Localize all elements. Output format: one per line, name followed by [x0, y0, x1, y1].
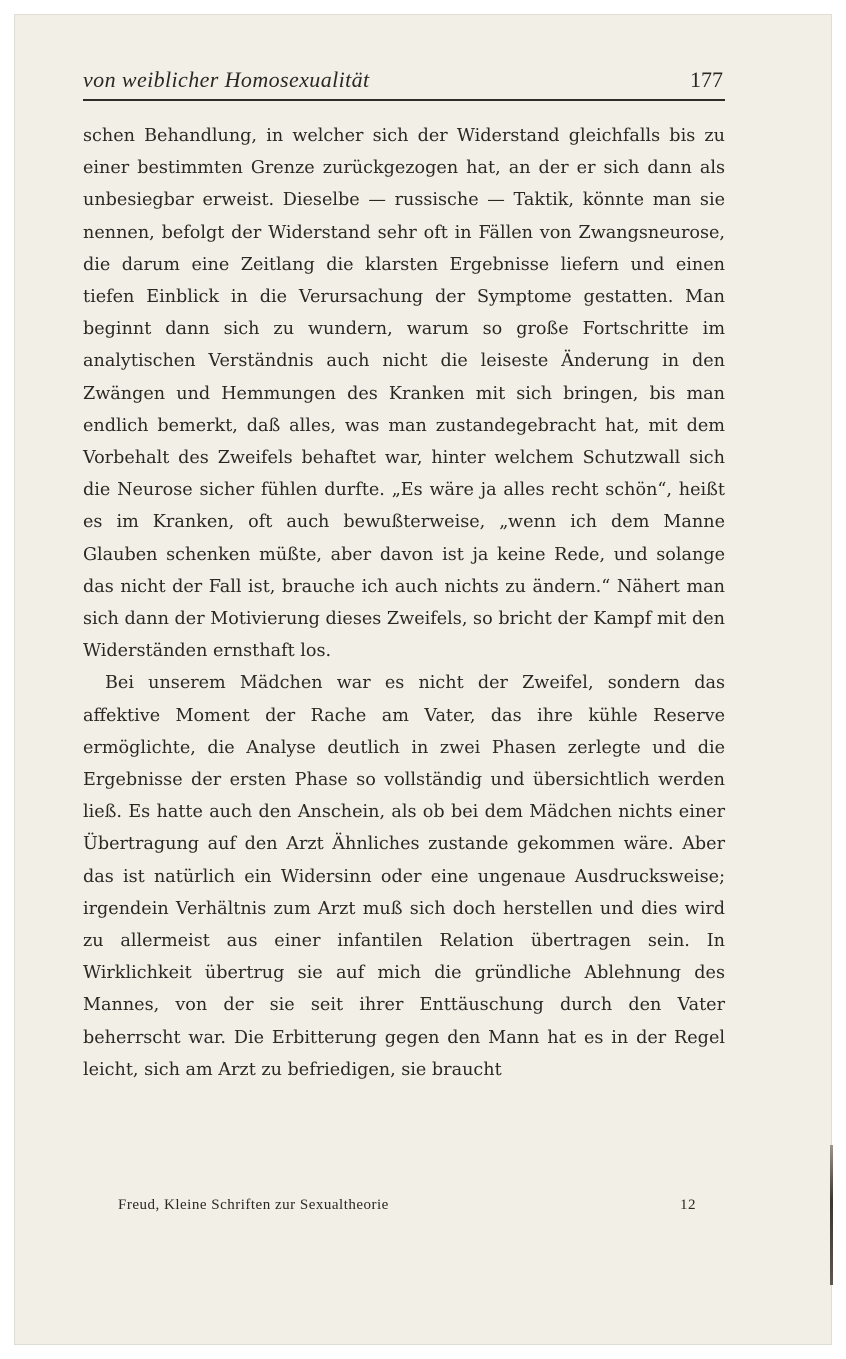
paragraph: Bei unserem Mädchen war es nicht der Zweifel, sondern das affektive Moment der Rache am Vater, das ihre kühle Reserve ermöglichte, die Analyse deutlich in zwei Phasen zerlegte und die Ergebnisse der ersten Phase so vollständig und übersichtlich werden ließ. Es hatte auch den Anschein, als ob bei dem Mädchen nichts einer Übertragung auf den Arzt Ähnliches zustande gekommen wäre. Aber das ist natürlich ein Widersinn oder eine ungenaue Ausdrucksweise; irgendein Verhältnis zum Arzt muß sich doch herstellen und dies wird zu allermeist aus einer infantilen Relation übertragen sein. In Wirklichkeit übertrug sie auf mich die gründliche Ablehnung des Mannes, von der sie seit ihrer Enttäuschung durch den Vater beherrscht war. Die Erbitterung gegen den Mann hat es in der Regel leicht, sich am Arzt zu befriedigen, sie braucht: [83, 673, 725, 1080]
page-edge-shadow: [830, 1145, 833, 1285]
page-content: [83, 65, 725, 1086]
running-title: von weiblicher Homosexualität: [83, 67, 370, 92]
body-text: [83, 120, 725, 1086]
footer: [118, 1197, 696, 1221]
running-head: [83, 65, 725, 101]
page-number: 177: [690, 67, 723, 92]
signature-mark: 12: [680, 1197, 696, 1213]
paragraph-continued: schen Behandlung, in welcher sich der Widerstand gleichfalls bis zu einer bestimmten Grenze zurückgezogen hat, an der er sich dann als unbesiegbar erweist. Dieselbe — russische — Taktik, könnte man sie nennen, befolgt der Widerstand sehr oft in Fällen von Zwangsneurose, die darum eine Zeitlang die klarsten Ergebnisse liefern und einen tiefen Einblick in die Verursachung der Symptome gestatten. Man beginnt dann sich zu wundern, warum so große Fortschritte im analytischen Verständnis auch nicht die leiseste Änderung in den Zwängen und Hemmungen des Kranken mit sich bringen, bis man endlich bemerkt, daß alles, was man zustandegebracht hat, mit dem Vorbehalt des Zweifels behaftet war, hinter welchem Schutzwall sich die Neurose sicher fühlen durfte. „Es wäre ja alles recht schön“, heißt es im Kranken, oft auch bewußterweise, „wenn ich dem Manne Glauben schenken müßte, aber davon ist ja keine Rede, und solange das nicht der Fall ist, brauche ich auch nichts zu ändern.“ Nähert man sich dann der Motivierung dieses Zweifels, so bricht der Kampf mit den Widerständen ernsthaft los.: [83, 126, 725, 662]
footer-book-title: Freud, Kleine Schriften zur Sexualtheorie: [118, 1197, 389, 1213]
book-page: [14, 14, 832, 1345]
